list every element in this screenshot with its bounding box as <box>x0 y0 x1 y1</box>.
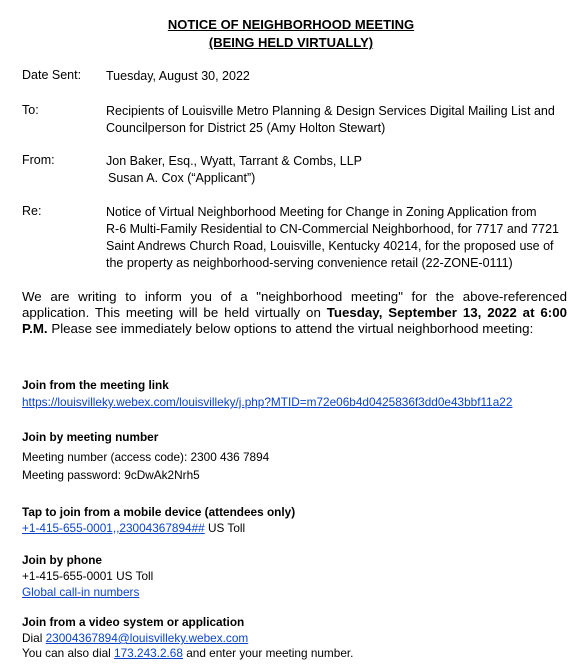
re-line: the property as neighborhood-serving convenience retail (22-ZONE-0111) <box>106 256 513 270</box>
phone-number-text: +1-415-655-0001 US Toll <box>22 569 154 583</box>
to-line: Councilperson for District 25 (Amy Holton Stewart) <box>106 121 386 135</box>
meeting-url-link[interactable]: https://louisvilleky.webex.com/louisvilleky/j.php?MTID=m72e06b4d0425836f3dd0e43bbf11a22 <box>22 395 513 409</box>
from-value <box>106 153 568 187</box>
to-line: Recipients of Louisville Metro Planning & Design Services Digital Mailing List and <box>106 104 555 118</box>
re-label: Re: <box>22 204 42 218</box>
meeting-number-text: Meeting number (access code): 2300 436 7894 <box>22 450 270 464</box>
video-ip-link[interactable]: 173.243.2.68 <box>114 646 183 660</box>
from-line: Jon Baker, Esq., Wyatt, Tarrant & Combs, LLP <box>106 154 363 168</box>
notice-subtitle: (BEING HELD VIRTUALLY) <box>208 35 374 50</box>
video-dial-link[interactable]: 23004367894@louisvilleky.webex.com <box>45 631 249 645</box>
global-call-in-link[interactable]: Global call-in numbers <box>22 585 140 599</box>
video-ip-prefix: You can also dial <box>22 646 115 660</box>
from-label: From: <box>22 153 55 167</box>
intro-text-end: Please see immediately below options to attend the virtual neighborhood meeting: <box>47 321 534 336</box>
video-dial-prefix: Dial <box>22 631 46 645</box>
join-link-heading: Join from the meeting link <box>22 378 169 392</box>
join-number-heading: Join by meeting number <box>22 430 159 444</box>
from-line: Susan A. Cox (“Applicant”) <box>108 171 256 185</box>
re-line: Notice of Virtual Neighborhood Meeting for Change in Zoning Application from <box>106 205 537 219</box>
date-sent-text: Tuesday, August 30, 2022 <box>106 69 250 83</box>
mobile-toll-label: US Toll <box>204 521 246 535</box>
join-phone-heading: Join by phone <box>22 553 102 567</box>
to-label: To: <box>22 103 39 117</box>
intro-text-start: We are writing to inform you of a "neighborhood meeting" for the above-referenced application. This meeting will be held virtually on <box>22 289 567 320</box>
join-mobile-row <box>22 520 245 537</box>
notice-title: NOTICE OF NEIGHBORHOOD MEETING <box>167 17 415 32</box>
video-ip-suffix: and enter your meeting number. <box>182 646 354 660</box>
intro-paragraph <box>22 289 567 337</box>
date-sent-label: Date Sent: <box>22 68 82 82</box>
video-ip-row <box>22 645 353 662</box>
meeting-date-time: Tuesday, September 13, 2022 at 6:00 P.M. <box>22 305 567 336</box>
mobile-tap-link[interactable]: +1-415-655-0001,,23004367894## <box>22 521 205 535</box>
to-value <box>106 103 568 137</box>
join-video-heading: Join from a video system or application <box>22 615 245 629</box>
re-value <box>106 204 568 272</box>
global-call-in-row <box>22 584 139 601</box>
re-line: Saint Andrews Church Road, Louisville, Kentucky 40214, for the proposed use of <box>106 239 554 253</box>
meeting-password-text: Meeting password: 9cDwAk2Nrh5 <box>22 468 200 482</box>
date-sent-value <box>106 68 568 85</box>
join-link-row <box>22 394 512 411</box>
re-line: R-6 Multi-Family Residential to CN-Commercial Neighborhood, for 7717 and 7721 <box>106 222 559 236</box>
join-mobile-heading: Tap to join from a mobile device (attendees only) <box>22 505 296 519</box>
